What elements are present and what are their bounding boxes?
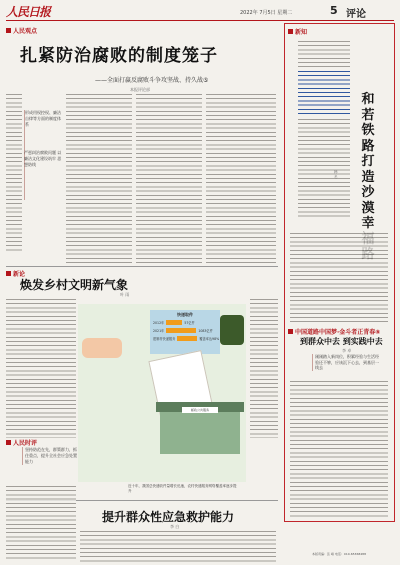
issue-date: 2022年 7月5日 星期二 <box>240 10 293 16</box>
article-column <box>136 93 202 263</box>
section-tag: 人民时评 <box>6 438 37 447</box>
building-sign: 邮政公共服务 <box>182 407 218 413</box>
article-column <box>298 118 350 218</box>
page-footer: 本版责编：张 峰 电话：010-65368488 <box>312 552 366 556</box>
article-column <box>206 93 276 263</box>
pullquote: 刚刚踏入新岗位，积累经验与生活经验还不够，应该沉下心去，到基层一线去 <box>312 354 381 371</box>
pullquote-text-2: 严惩纠治腐败问题 以廉洁文化建设筑牢 思想防线 <box>24 150 62 167</box>
article-title: 到群众中去 到实践中去 <box>300 337 383 346</box>
hand-illustration <box>220 315 244 345</box>
tag-square-icon <box>288 329 293 334</box>
article-author: 叶 雨 <box>120 292 130 297</box>
chart-panel <box>150 310 220 354</box>
article-author: 李 白 <box>170 524 180 529</box>
section-tag: 中国道路中国梦·金斗者正青春⑧ <box>288 327 380 336</box>
section-tag: 新论 <box>6 269 25 278</box>
chart-title: 快递取件 <box>177 312 193 317</box>
section-tag: 人民观点 <box>6 26 37 35</box>
vertical-title-text: 和若铁路打造沙漠幸 <box>361 92 375 231</box>
illustration-caption: 近十年，我国总快递收件量增长迅速，农村快递服务网络覆盖率逐步提升 <box>128 484 237 493</box>
page-number: 5 <box>330 4 338 17</box>
article-column <box>290 380 388 518</box>
chart-row: 2012年 57亿件 <box>153 321 195 325</box>
pullquote-2 <box>24 150 62 220</box>
article-title: 提升群众性应急救护能力 <box>102 510 235 524</box>
tag-square-icon <box>6 271 11 276</box>
byline: 本报评论部 <box>130 87 150 92</box>
header-rule <box>6 20 394 21</box>
article-column <box>6 485 76 560</box>
chart-row: 建制村快递服务 覆盖率达98% <box>153 337 220 341</box>
chart-row: 2021年 1083亿件 <box>153 329 213 333</box>
pullquote: 坚持防范在先，群策群力，抓住重点，提升全社会应急处置能力 <box>22 447 77 465</box>
article-title: 焕发乡村文明新气象 <box>20 278 129 292</box>
article-column <box>290 232 388 324</box>
masthead-logo: 人民日报 <box>6 5 51 19</box>
tag-square-icon <box>288 29 293 34</box>
subtitle: ——全面打赢反腐败斗争攻坚战、持久战⑤ <box>95 77 209 84</box>
article-column <box>6 93 22 253</box>
post-office-illustration <box>160 410 240 454</box>
section-name: 评论 <box>346 9 366 20</box>
article-author: 李 卓 <box>342 348 352 353</box>
article-column <box>66 93 132 263</box>
headline: 扎紧防治腐败的制度笼子 <box>20 46 218 66</box>
article-column <box>6 298 76 438</box>
section-tag: 新知 <box>288 27 307 36</box>
divider <box>6 266 278 267</box>
pullquote-text: 形成用权控权、廉洁自律等方面的制度体系 <box>25 110 61 127</box>
article-column <box>80 530 276 562</box>
article-author: 韩 冬 <box>334 170 338 179</box>
hand-illustration <box>82 338 122 358</box>
tag-square-icon <box>6 28 11 33</box>
highlighted-paragraph <box>298 70 350 116</box>
article-column <box>298 40 350 68</box>
article-column <box>250 298 278 438</box>
tag-square-icon <box>6 440 11 445</box>
